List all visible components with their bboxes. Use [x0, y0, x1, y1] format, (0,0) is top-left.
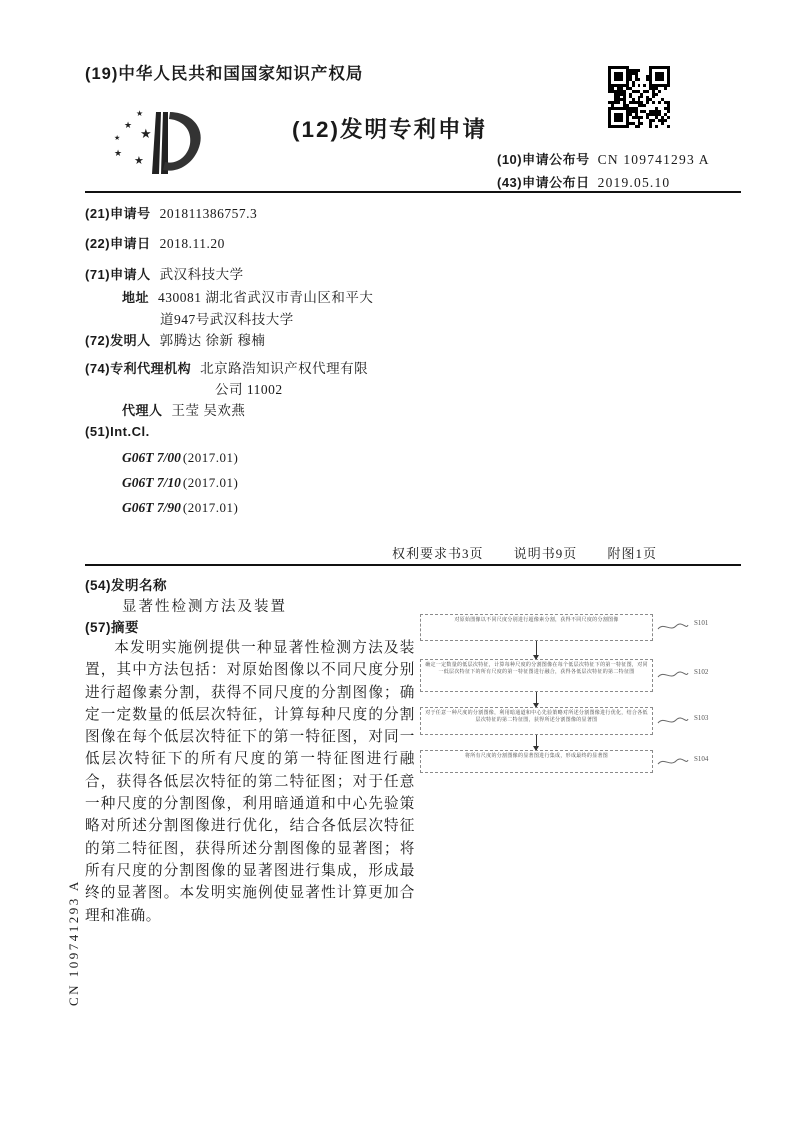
address-row	[122, 286, 373, 306]
pages-info	[85, 543, 657, 562]
application-number-label: (21)申请号	[85, 206, 151, 221]
applicant-label: (71)申请人	[85, 267, 151, 282]
inventors-label: (72)发明人	[85, 333, 151, 348]
applicant-name: 武汉科技大学	[159, 267, 244, 282]
patent-office-title: (19)中华人民共和国国家知识产权局	[85, 65, 364, 83]
publication-date-label: (43)申请公布日	[497, 175, 590, 190]
classification-row	[122, 474, 238, 492]
claims-pages: 权利要求书3页	[391, 546, 484, 561]
flowchart-box-2: 确定一定数量的低层次特征，计算每种尺度的分割图像在每个低层次特征下的第一特征图，对同一低层次特征下的所有尺度的第一特征图进行融合，获得各低层次特征的第二特征图	[420, 659, 653, 692]
agent-label: 代理人	[122, 403, 163, 418]
svg-text:★: ★	[124, 120, 133, 130]
flowchart-box-1: 对原始图像以不同尺度分别进行超像素分割，获得不同尺度的分割图像	[420, 614, 653, 641]
side-publication-number: CN 109741293 A	[66, 879, 81, 1006]
agent-names: 王莹 吴欢燕	[171, 403, 246, 418]
svg-text:★: ★	[134, 155, 144, 167]
abstract-label: (57)摘要	[85, 620, 140, 635]
publication-date-row	[497, 172, 670, 191]
svg-text:★: ★	[136, 109, 144, 118]
flowchart-arrow	[536, 735, 537, 750]
figures-pages: 附图1页	[607, 546, 657, 561]
application-date: 2018.11.20	[159, 236, 225, 251]
header-divider	[85, 191, 741, 193]
application-number-row	[85, 203, 257, 222]
publication-number-label: (10)申请公布号	[497, 152, 590, 167]
classification-version: (2017.01)	[182, 500, 239, 515]
flowchart-step-label: S104	[694, 755, 709, 763]
classification-code: G06T 7/10	[122, 475, 181, 490]
agency-line2: 公司 11002	[215, 382, 283, 397]
flowchart-connector	[656, 715, 690, 727]
classification-code: G06T 7/90	[122, 500, 181, 515]
address-line1: 430081 湖北省武汉市青山区和平大	[158, 290, 374, 305]
flowchart-step-label: S102	[694, 668, 709, 676]
application-date-label: (22)申请日	[85, 236, 151, 251]
classification-version: (2017.01)	[182, 450, 239, 465]
agency-row	[85, 357, 368, 377]
classification-row	[122, 499, 238, 517]
cnipa-logo	[112, 100, 212, 183]
classification-version: (2017.01)	[182, 475, 239, 490]
abstract-text: 本发明实施例提供一种显著性检测方法及装置，其中方法包括：对原始图像以不同尺度分别进行超像素分割，获得不同尺度的分割图像；确定一定数量的低层次特征，计算每种尺度的分割图像在每个低层次特征下的第一特征图，对同一低层次特征下的所有尺度的第一特征图进行融合，获得各低层次特征的第二特征图；对于任意一种尺度的分割图像，利用暗通道和中心先验策略对所述分割图像进行优化，结合各低层次特征的第二特征图，获得所述分割图像的显著图；将所有尺度的分割图像的显著图进行集成，形成最终的显著图。本发明实施例使显著性计算更加合理和准确。	[85, 640, 415, 924]
address-label: 地址	[122, 290, 150, 305]
address-line2: 道947号武汉科技大学	[160, 312, 294, 327]
publication-number-row	[497, 149, 710, 168]
flowchart-connector	[656, 669, 690, 681]
flowchart-connector	[656, 621, 690, 633]
agency-name: 北京路浩知识产权代理有限	[200, 361, 369, 376]
flowchart-step-label: S103	[694, 714, 709, 722]
flowchart-box-3: 对于任意一种尺度的分割图像，利用暗通道和中心先验策略对所述分割图像进行优化，结合各低层次特征的第二特征图，获得所述分割图像的显著图	[420, 707, 653, 735]
publication-number: CN 109741293 A	[597, 152, 710, 167]
svg-text:★: ★	[114, 148, 123, 158]
flowchart-box-4: 将所有尺度的分割图像的显著图进行集成，形成最终的显著图	[420, 750, 653, 773]
qr-code	[608, 66, 670, 128]
flowchart-arrow	[536, 641, 537, 659]
classification-code: G06T 7/00	[122, 450, 181, 465]
invention-title: 显著性检测方法及装置	[122, 599, 287, 615]
document-type-title: (12)发明专利申请	[292, 117, 488, 142]
description-pages: 说明书9页	[513, 546, 578, 561]
flowchart-step-label: S101	[694, 619, 709, 627]
agency-label: (74)专利代理机构	[85, 361, 192, 376]
body-divider	[85, 564, 741, 566]
application-number: 201811386757.3	[159, 206, 258, 221]
svg-text:★: ★	[140, 126, 152, 141]
applicant-row	[85, 263, 244, 283]
intcl-label: (51)Int.Cl.	[85, 424, 150, 439]
classification-row	[122, 449, 238, 467]
inventors-row	[85, 329, 265, 349]
publication-date: 2019.05.10	[597, 175, 671, 190]
inventors-names: 郭腾达 徐新 穆楠	[159, 333, 266, 348]
invention-title-label: (54)发明名称	[85, 578, 168, 593]
flowchart-arrow	[536, 692, 537, 707]
flowchart-connector	[656, 756, 690, 768]
agent-row	[122, 399, 245, 419]
svg-text:★: ★	[114, 134, 121, 142]
application-date-row	[85, 233, 225, 252]
